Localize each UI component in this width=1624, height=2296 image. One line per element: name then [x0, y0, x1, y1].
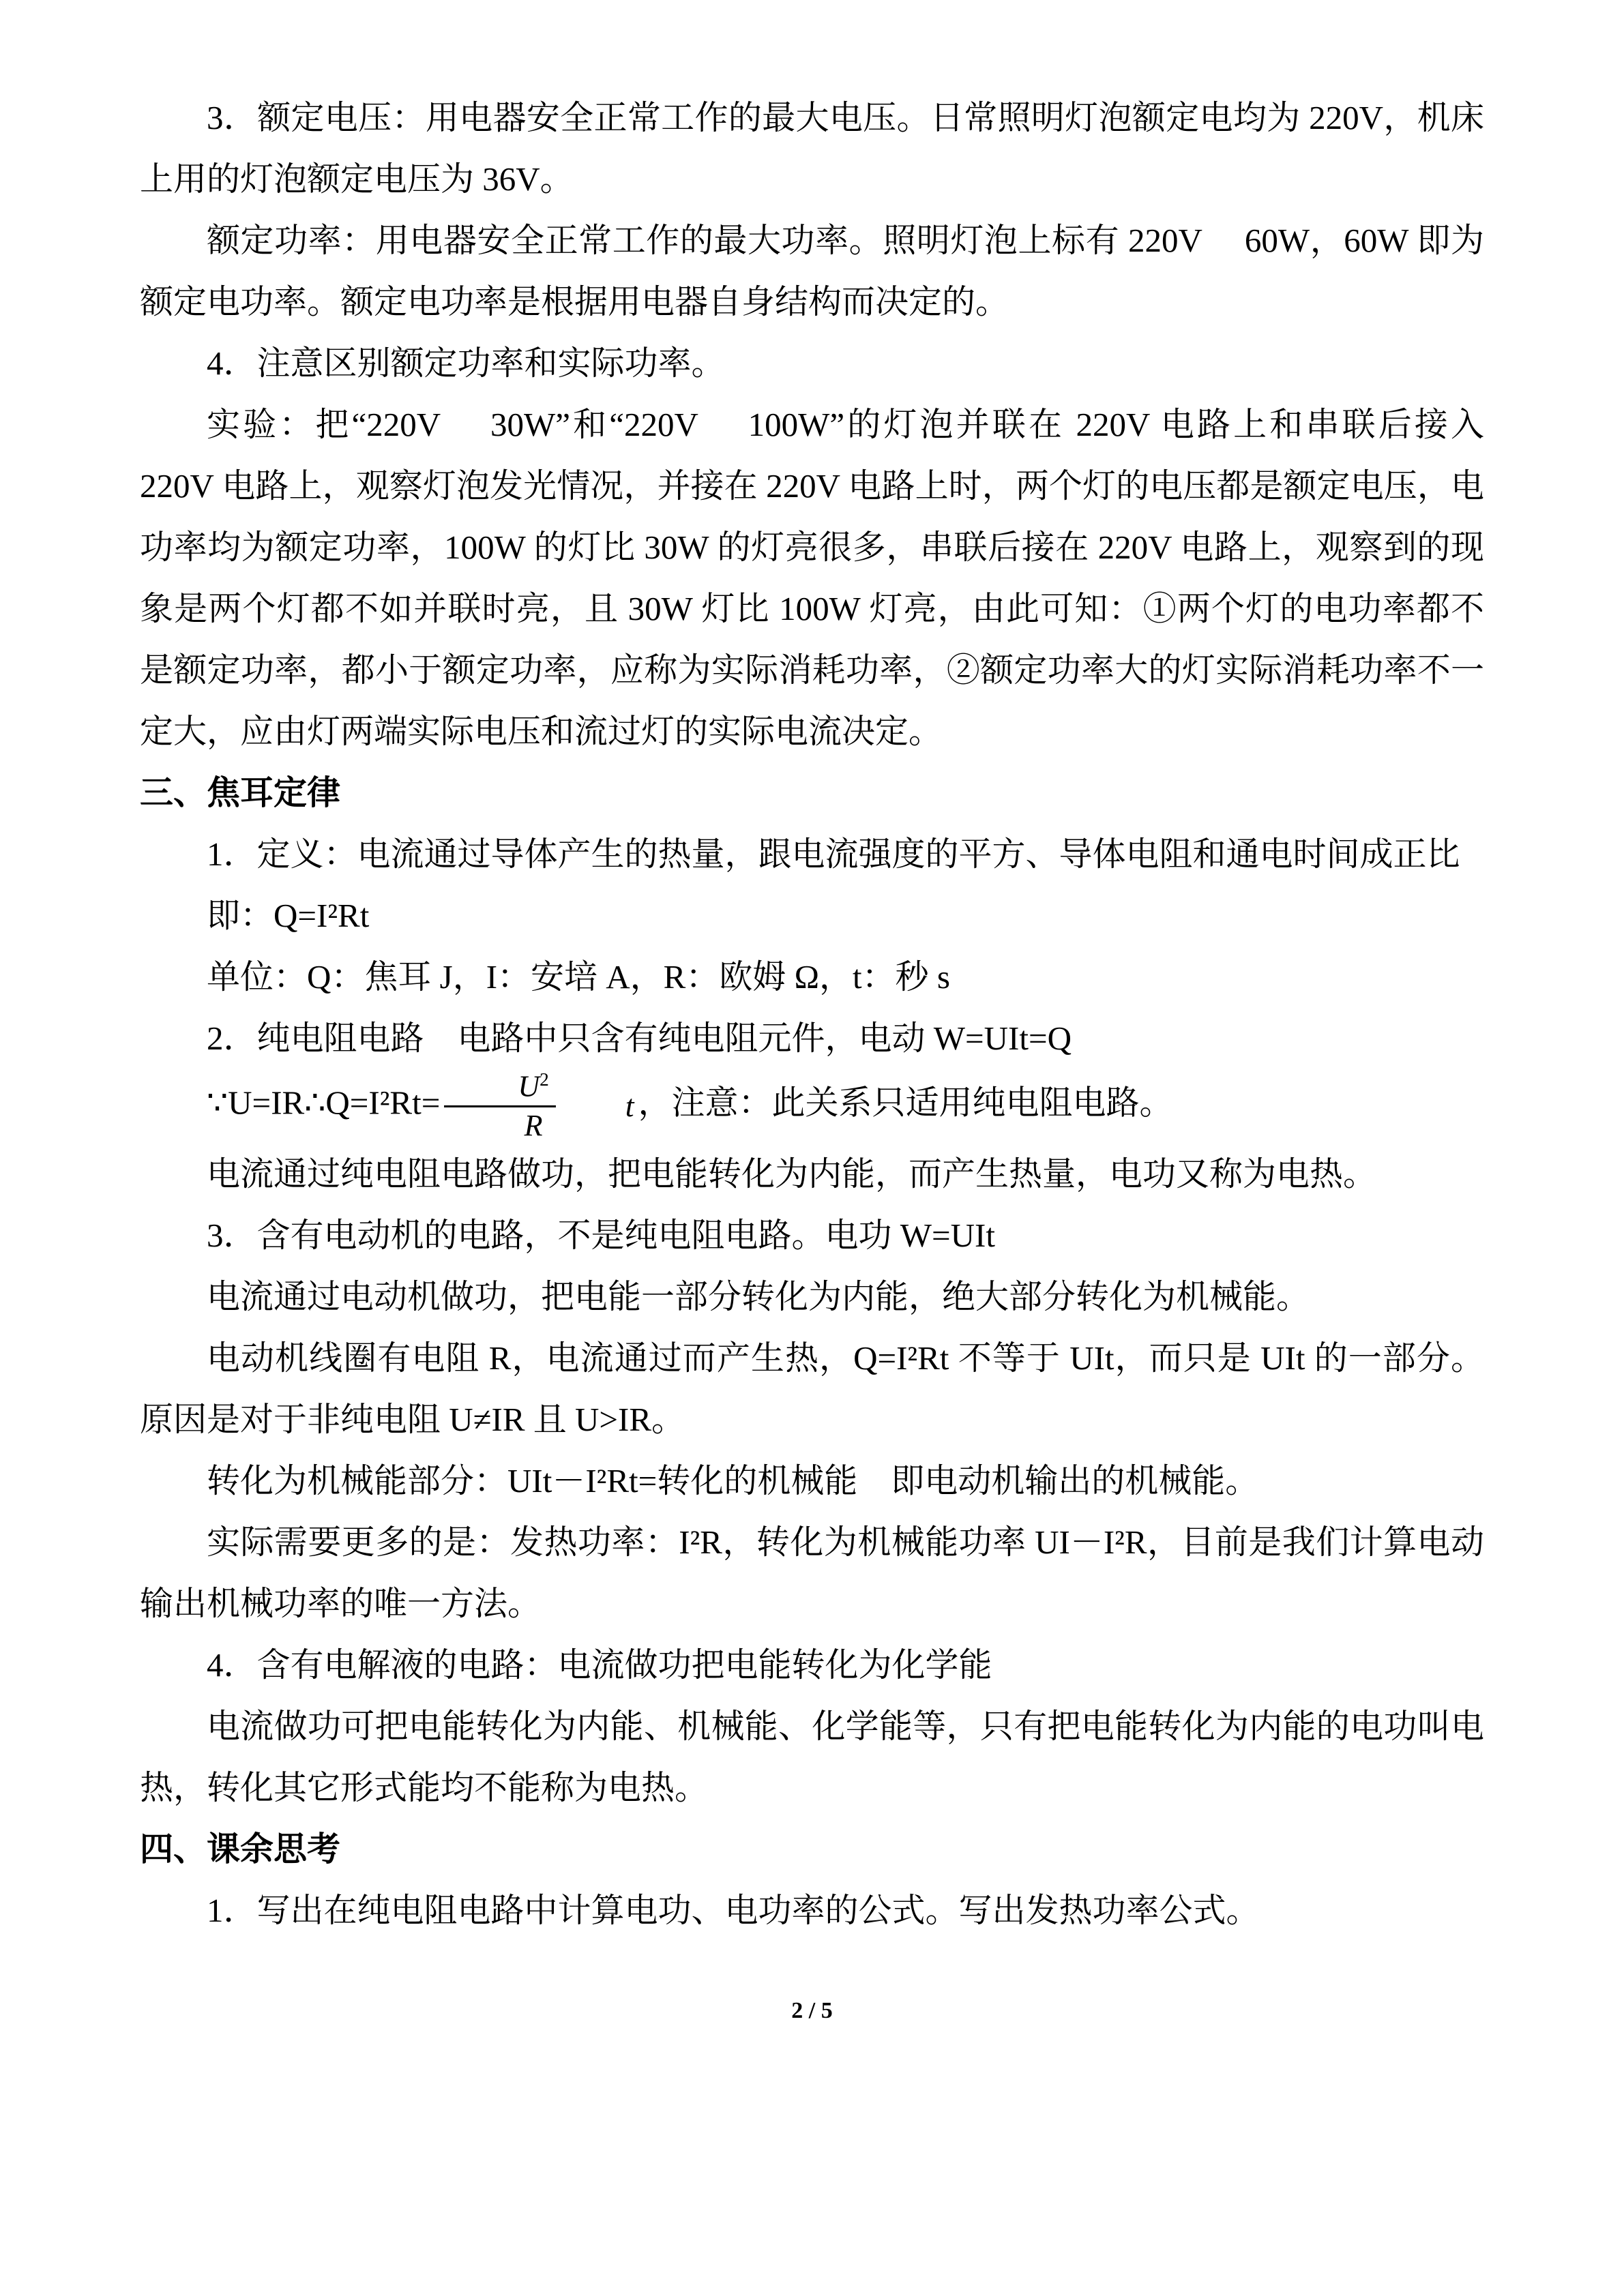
paragraph: 转化为机械能部分：UIt－I²Rt=转化的机械能 即电动机输出的机械能。	[207, 1461, 1259, 1500]
page-number: 2 / 5	[791, 1998, 833, 2023]
formula-paragraph	[140, 1069, 1484, 1144]
fraction-expression	[444, 1069, 634, 1144]
section-heading: 四、课余思考	[140, 1830, 341, 1868]
paragraph: 4．含有电解液的电路：电流做功把电能转化为化学能	[207, 1645, 992, 1684]
paragraph: 4．注意区别额定功率和实际功率。	[207, 344, 725, 382]
paragraph: 1．定义：电流通过导体产生的热量，跟电流强度的平方、导体电阻和通电时间成正比	[207, 835, 1460, 873]
formula-before-text: ∵U=IR∴Q=I²Rt=	[207, 1084, 441, 1122]
paragraph: 电动机线圈有电阻 R，电流通过而产生热，Q=I²Rt 不等于 UIt，而只是 UIt 的一部分。原因是对于非纯电阻 U≠IR 且 U>IR。	[140, 1339, 1484, 1438]
paragraph: 2．纯电阻电路 电路中只含有纯电阻元件，电动 W=UIt=Q	[207, 1019, 1072, 1057]
section-heading: 三、焦耳定律	[140, 775, 341, 811]
paragraph: 实验：把“220V 30W”和“220V 100W”的灯泡并联在 220V 电路上和串联后接入 220V 电路上，观察灯泡发光情况，并接在 220V 电路上时，两个灯的电压都是额定电压，电功率均为额定功率，100W 的灯比 30W 的灯亮很多，串联后接在 220V 电路上，观察到的现象是两个灯都不如并联时亮，且 30W 灯比 100W 灯亮，由此可知：①两个灯的电功率都不是额定功率，都小于额定功率，应称为实际消耗功率，②额定功率大的灯实际消耗功率不一定大，应由灯两端实际电压和流过灯的实际电流决定。	[140, 406, 1484, 750]
document-body	[140, 87, 1484, 1941]
fraction-suffix-variable: t	[625, 1088, 634, 1124]
paragraph: 电流通过电动机做功，把电能一部分转化为内能，绝大部分转化为机械能。	[207, 1277, 1310, 1315]
paragraph: 电流通过纯电阻电路做功，把电能转化为内能，而产生热量，电功又称为电热。	[207, 1154, 1377, 1193]
paragraph: 电流做功可把电能转化为内能、机械能、化学能等，只有把电能转化为内能的电功叫电热，转化其它形式能均不能称为电热。	[140, 1707, 1484, 1806]
formula-after-text: ，注意：此关系只适用纯电阻电路。	[638, 1084, 1173, 1122]
paragraph: 即：Q=I²Rt	[207, 897, 370, 934]
paragraph: 3．额定电压：用电器安全正常工作的最大电压。日常照明灯泡额定电均为 220V，机床上用的灯泡额定电压为 36V。	[140, 99, 1484, 198]
fraction-numerator-exponent: 2	[540, 1069, 549, 1090]
fraction-denominator: R	[524, 1109, 543, 1143]
paragraph: 实际需要更多的是：发热功率：I²R，转化为机械能功率 UI－I²R，目前是我们计算电动输出机械功率的唯一方法。	[140, 1523, 1484, 1622]
paragraph: 额定功率：用电器安全正常工作的最大功率。照明灯泡上标有 220V 60W，60W 即为额定电功率。额定电功率是根据用电器自身结构而决定的。	[140, 222, 1484, 320]
paragraph: 单位：Q：焦耳 J，I：安培 A，R：欧姆 Ω，t：秒 s	[207, 958, 950, 996]
paragraph: 1．写出在纯电阻电路中计算电功、电功率的公式。写出发热功率公式。	[207, 1891, 1260, 1929]
paragraph: 3．含有电动机的电路，不是纯电阻电路。电功 W=UIt	[207, 1216, 995, 1254]
fraction-numerator: $U^2$	[444, 1069, 555, 1107]
fraction	[444, 1069, 555, 1144]
